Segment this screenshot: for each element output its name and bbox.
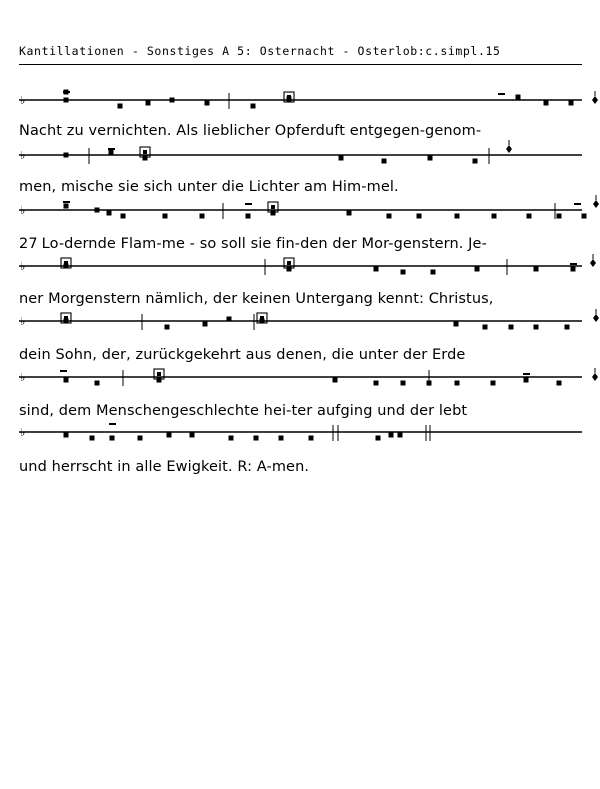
staff-2 — [19, 143, 582, 183]
flat-clef-icon: ♭ — [20, 371, 26, 384]
neume-note — [374, 267, 379, 272]
bracket-note — [271, 205, 275, 209]
neume-note — [387, 214, 392, 219]
neume-note — [287, 97, 292, 102]
lyric-text-5: dein Sohn, der, zurückgekehrt aus denen, die unter der Erde — [19, 347, 466, 363]
neume-note — [64, 378, 69, 383]
neume-note — [401, 381, 406, 386]
verse-number: 27 — [19, 236, 38, 252]
episema-mark — [570, 263, 577, 265]
diamond-note — [593, 314, 599, 322]
neume-note — [260, 319, 265, 324]
neume-note — [347, 211, 352, 216]
diamond-note — [592, 373, 598, 381]
staff-5 — [19, 309, 582, 349]
neume-note — [138, 436, 143, 441]
neume-note — [382, 159, 387, 164]
neume-note — [401, 270, 406, 275]
neume-note — [492, 214, 497, 219]
lyric-text-2: men, mische sie sich unter die Lichter am Him-mel. — [19, 179, 399, 195]
diamond-note — [593, 200, 599, 208]
neume-note — [455, 381, 460, 386]
neume-note — [534, 325, 539, 330]
neume-note — [333, 378, 338, 383]
neume-note — [287, 267, 292, 272]
lyric-line-4 — [19, 291, 494, 307]
episema-mark — [63, 91, 70, 93]
lyric-text-7: und herrscht in alle Ewigkeit. R: A-men. — [19, 459, 310, 475]
lyric-text-3: Lo-dernde Flam-me - so soll sie fin-den der Mor-genstern. Je- — [41, 236, 487, 252]
neume-note — [95, 208, 100, 213]
bracket-note — [287, 261, 291, 265]
neume-note — [454, 322, 459, 327]
neume-note — [229, 436, 234, 441]
neume-note — [64, 204, 69, 209]
neume-note — [569, 101, 574, 106]
neume-note — [254, 436, 259, 441]
neume-note — [376, 436, 381, 441]
header-rule — [19, 64, 582, 65]
neume-note — [509, 325, 514, 330]
bracket-note — [157, 372, 161, 376]
neume-note — [271, 211, 276, 216]
staff-1-notation — [19, 88, 582, 128]
neume-note — [205, 101, 210, 106]
staff-6 — [19, 365, 582, 405]
flat-clef-icon: ♭ — [20, 426, 26, 439]
episema-mark — [245, 203, 252, 205]
neume-note — [428, 156, 433, 161]
lyric-line-7 — [19, 459, 309, 475]
staff-7-notation — [19, 420, 582, 460]
flat-clef-icon: ♭ — [20, 94, 26, 107]
neume-note — [107, 211, 112, 216]
staff-7 — [19, 420, 582, 460]
neume-note — [309, 436, 314, 441]
neume-note — [200, 214, 205, 219]
neume-note — [534, 267, 539, 272]
neume-note — [571, 267, 576, 272]
neume-note — [279, 436, 284, 441]
neume-note — [246, 214, 251, 219]
neume-note — [516, 95, 521, 100]
episema-mark — [498, 93, 505, 95]
episema-mark — [109, 423, 116, 425]
neume-note — [64, 433, 69, 438]
neume-note — [143, 156, 148, 161]
staff-1 — [19, 88, 582, 128]
episema-mark — [574, 203, 581, 205]
lyric-line-6 — [19, 403, 467, 419]
staff-2-notation — [19, 143, 582, 183]
neume-note — [170, 98, 175, 103]
lyric-line-3 — [19, 236, 487, 252]
neume-note — [565, 325, 570, 330]
episema-mark — [63, 201, 70, 203]
neume-note — [491, 381, 496, 386]
lyric-line-5 — [19, 347, 465, 363]
diamond-note — [590, 259, 596, 267]
neume-note — [339, 156, 344, 161]
neume-note — [163, 214, 168, 219]
lyric-line-1 — [19, 123, 481, 139]
neume-note — [427, 381, 432, 386]
neume-note — [64, 153, 69, 158]
neume-note — [483, 325, 488, 330]
neume-note — [109, 150, 114, 155]
neume-note — [227, 317, 232, 322]
neume-note — [475, 267, 480, 272]
staff-4 — [19, 254, 582, 294]
lyric-text-4: ner Morgenstern nämlich, der keinen Untergang kennt: Christus, — [19, 291, 494, 307]
flat-clef-icon: ♭ — [20, 260, 26, 273]
neume-note — [417, 214, 422, 219]
neume-note — [121, 214, 126, 219]
neume-note — [95, 381, 100, 386]
neume-note — [90, 436, 95, 441]
neume-note — [431, 270, 436, 275]
neume-note — [64, 264, 69, 269]
neume-note — [374, 381, 379, 386]
neume-note — [157, 378, 162, 383]
neume-note — [557, 214, 562, 219]
page-header: Kantillationen - Sonstiges A 5: Osternacht - Osterlob:c.simpl.15 — [19, 44, 501, 58]
neume-note — [110, 436, 115, 441]
neume-note — [582, 214, 587, 219]
neume-note — [398, 433, 403, 438]
neume-note — [64, 98, 69, 103]
diamond-note — [592, 96, 598, 104]
neume-note — [527, 214, 532, 219]
neume-note — [524, 378, 529, 383]
neume-note — [473, 159, 478, 164]
flat-clef-icon: ♭ — [20, 149, 26, 162]
diamond-note — [506, 145, 512, 153]
lyric-text-1: Nacht zu vernichten. Als lieblicher Opferduft entgegen-genom- — [19, 123, 482, 139]
flat-clef-icon: ♭ — [20, 204, 26, 217]
neume-note — [557, 381, 562, 386]
staff-6-notation — [19, 365, 582, 405]
lyric-line-2 — [19, 179, 399, 195]
neume-note — [455, 214, 460, 219]
neume-note — [544, 101, 549, 106]
neume-note — [146, 101, 151, 106]
lyric-text-6: sind, dem Menschengeschlechte hei-ter aufging und der lebt — [19, 403, 468, 419]
staff-5-notation — [19, 309, 582, 349]
flat-clef-icon: ♭ — [20, 315, 26, 328]
neume-note — [190, 433, 195, 438]
episema-mark — [60, 370, 67, 372]
neume-note — [167, 433, 172, 438]
staff-3 — [19, 198, 582, 238]
bracket-note — [143, 150, 147, 154]
staff-3-notation — [19, 198, 582, 238]
episema-mark — [108, 148, 115, 150]
neume-note — [389, 433, 394, 438]
neume-note — [118, 104, 123, 109]
neume-note — [251, 104, 256, 109]
episema-mark — [523, 373, 530, 375]
staff-4-notation — [19, 254, 582, 294]
neume-note — [165, 325, 170, 330]
neume-note — [203, 322, 208, 327]
neume-note — [64, 319, 69, 324]
